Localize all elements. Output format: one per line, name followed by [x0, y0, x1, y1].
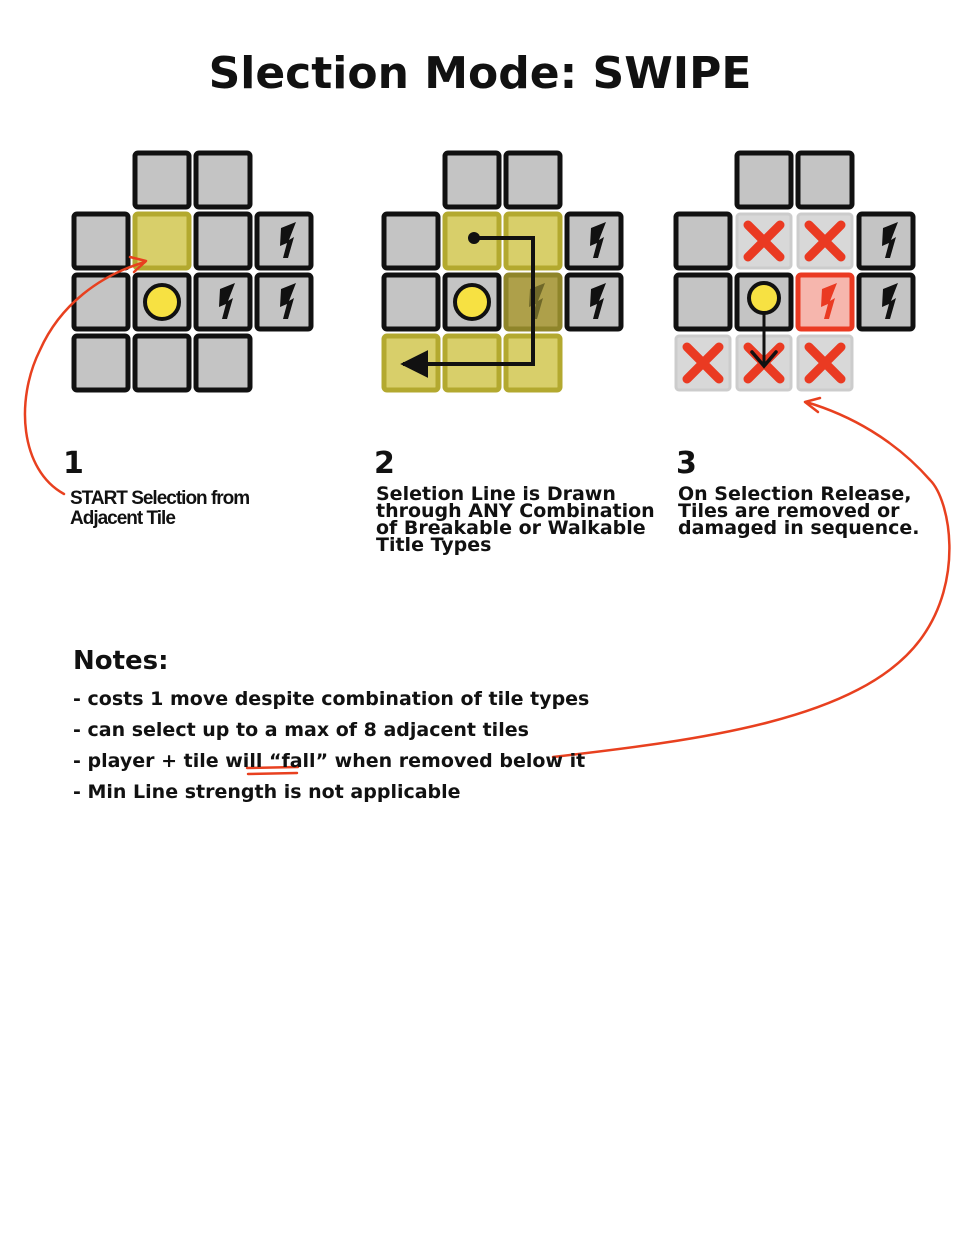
note-text: - player + tile will: [73, 750, 269, 772]
tile: [135, 336, 189, 390]
panel-2-grid: [384, 153, 621, 390]
tile: [384, 214, 438, 268]
tile: [737, 153, 791, 207]
panel-1-grid: [74, 153, 311, 390]
panel-3-grid: [676, 153, 913, 390]
player-icon: [749, 283, 779, 313]
step-1-text: START Selection from Adjacent Tile: [70, 488, 250, 529]
note-item: [73, 746, 693, 777]
page-title: Slection Mode: SWIPE: [208, 48, 752, 99]
player-icon: [455, 285, 489, 319]
tile: [135, 153, 189, 207]
tile: [384, 275, 438, 329]
tile: [74, 275, 128, 329]
note-item: - Min Line strength is not applicable: [73, 781, 461, 803]
tile: [676, 214, 730, 268]
tile: [196, 214, 250, 268]
tile: [506, 153, 560, 207]
tile: [676, 275, 730, 329]
tile: [445, 153, 499, 207]
tile: [74, 214, 128, 268]
tile: [196, 336, 250, 390]
notes-section: [73, 646, 693, 808]
step-3-text: On Selection Release, Tiles are removed or damaged in sequence.: [678, 483, 920, 539]
step-2-number: 2: [374, 446, 395, 481]
note-item: - can select up to a max of 8 adjacent tiles: [73, 719, 529, 741]
tile: [798, 153, 852, 207]
tile: [74, 336, 128, 390]
tile: [196, 153, 250, 207]
player-icon: [145, 285, 179, 319]
step-3-number: 3: [676, 446, 697, 481]
step-2-text: Seletion Line is Drawn through ANY Combination of Breakable or Walkable Title Types: [376, 483, 655, 556]
notes-heading: Notes:: [73, 646, 169, 676]
step-1-number: 1: [63, 446, 84, 481]
fall-emphasis: “fall”: [268, 750, 329, 772]
note-text: when removed below it: [328, 750, 586, 772]
note-item: - costs 1 move despite combination of tile types: [73, 688, 590, 710]
